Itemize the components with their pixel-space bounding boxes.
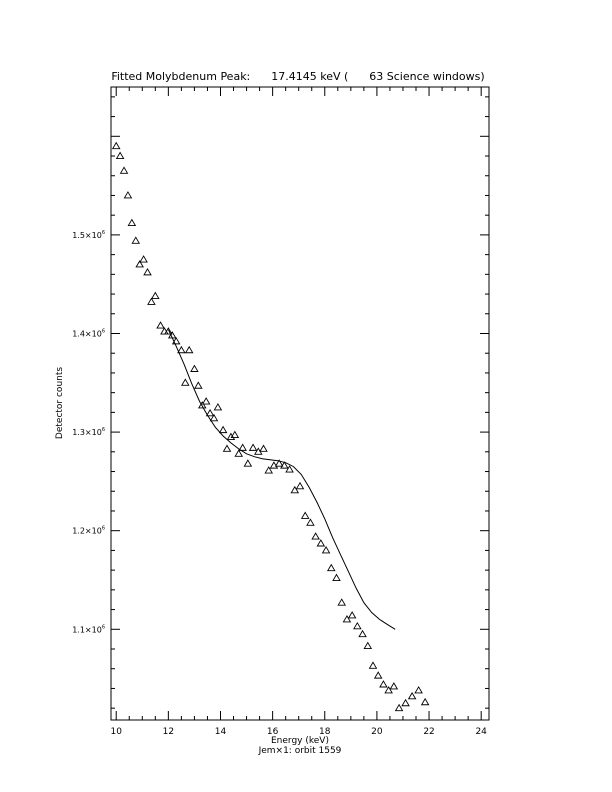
data-point [302,512,309,518]
data-point [328,565,335,571]
data-point [191,365,198,371]
data-point [260,445,267,451]
data-point [333,575,340,581]
data-point [157,322,164,328]
data-point [349,612,356,618]
data-point [113,143,120,149]
data-point [148,298,155,304]
axis-ticks [111,87,489,720]
data-point [402,700,409,706]
data-point [220,427,227,433]
fit-curve [168,330,395,630]
data-point [354,623,361,629]
data-point [128,220,135,226]
x-tick-label: 12 [162,727,175,737]
data-point [375,672,382,678]
plot-frame [111,87,489,720]
data-point [409,693,416,699]
x-tick-label: 20 [371,727,383,737]
data-point [380,681,387,687]
x-axis-label: Energy (keV) [271,736,329,746]
x-tick-label: 10 [110,727,122,737]
y-tick-label: $1.3\times 10^6$ [72,427,105,438]
data-point [195,382,202,388]
data-point [250,444,257,450]
y-tick-label: $1.4\times 10^6$ [72,328,105,339]
x-tick-label: 24 [475,727,487,737]
data-point [317,540,324,546]
data-point [121,167,128,173]
data-point [323,547,330,553]
data-point [132,237,139,243]
data-point [235,450,242,456]
data-point [140,256,147,262]
x-tick-label: 16 [266,727,279,737]
data-point [369,662,376,668]
data-point [338,599,345,605]
data-point [312,533,319,539]
tick-labels [72,230,487,737]
data-point [117,153,124,159]
data-point [359,631,366,637]
data-point [415,687,422,693]
x-axis-sublabel: Jem×1: orbit 1559 [258,746,342,756]
data-point [203,398,210,404]
data-point [307,519,314,525]
y-axis-label: Detector counts [55,366,65,440]
data-point [124,192,131,198]
data-point [390,683,397,689]
data-point [152,293,159,299]
data-point [297,483,304,489]
data-point [182,379,189,385]
data-point [224,445,231,451]
data-point [144,269,151,275]
y-tick-label: $1.5\times 10^6$ [72,229,105,240]
data-point [244,460,251,466]
y-tick-label: $1.2\times 10^6$ [72,525,105,536]
data-point [364,643,371,649]
data-point [186,347,193,353]
data-point [422,699,429,705]
y-tick-label: $1.1\times 10^6$ [72,624,105,635]
data-point [214,404,221,410]
data-point [396,705,403,711]
x-tick-label: 22 [423,727,435,737]
x-tick-label: 18 [319,727,331,737]
data-points [113,143,429,711]
chart-title: Fitted Molybdenum Peak: 17.4145 keV ( 63 Science windows) [111,70,485,83]
x-tick-label: 14 [214,727,227,737]
